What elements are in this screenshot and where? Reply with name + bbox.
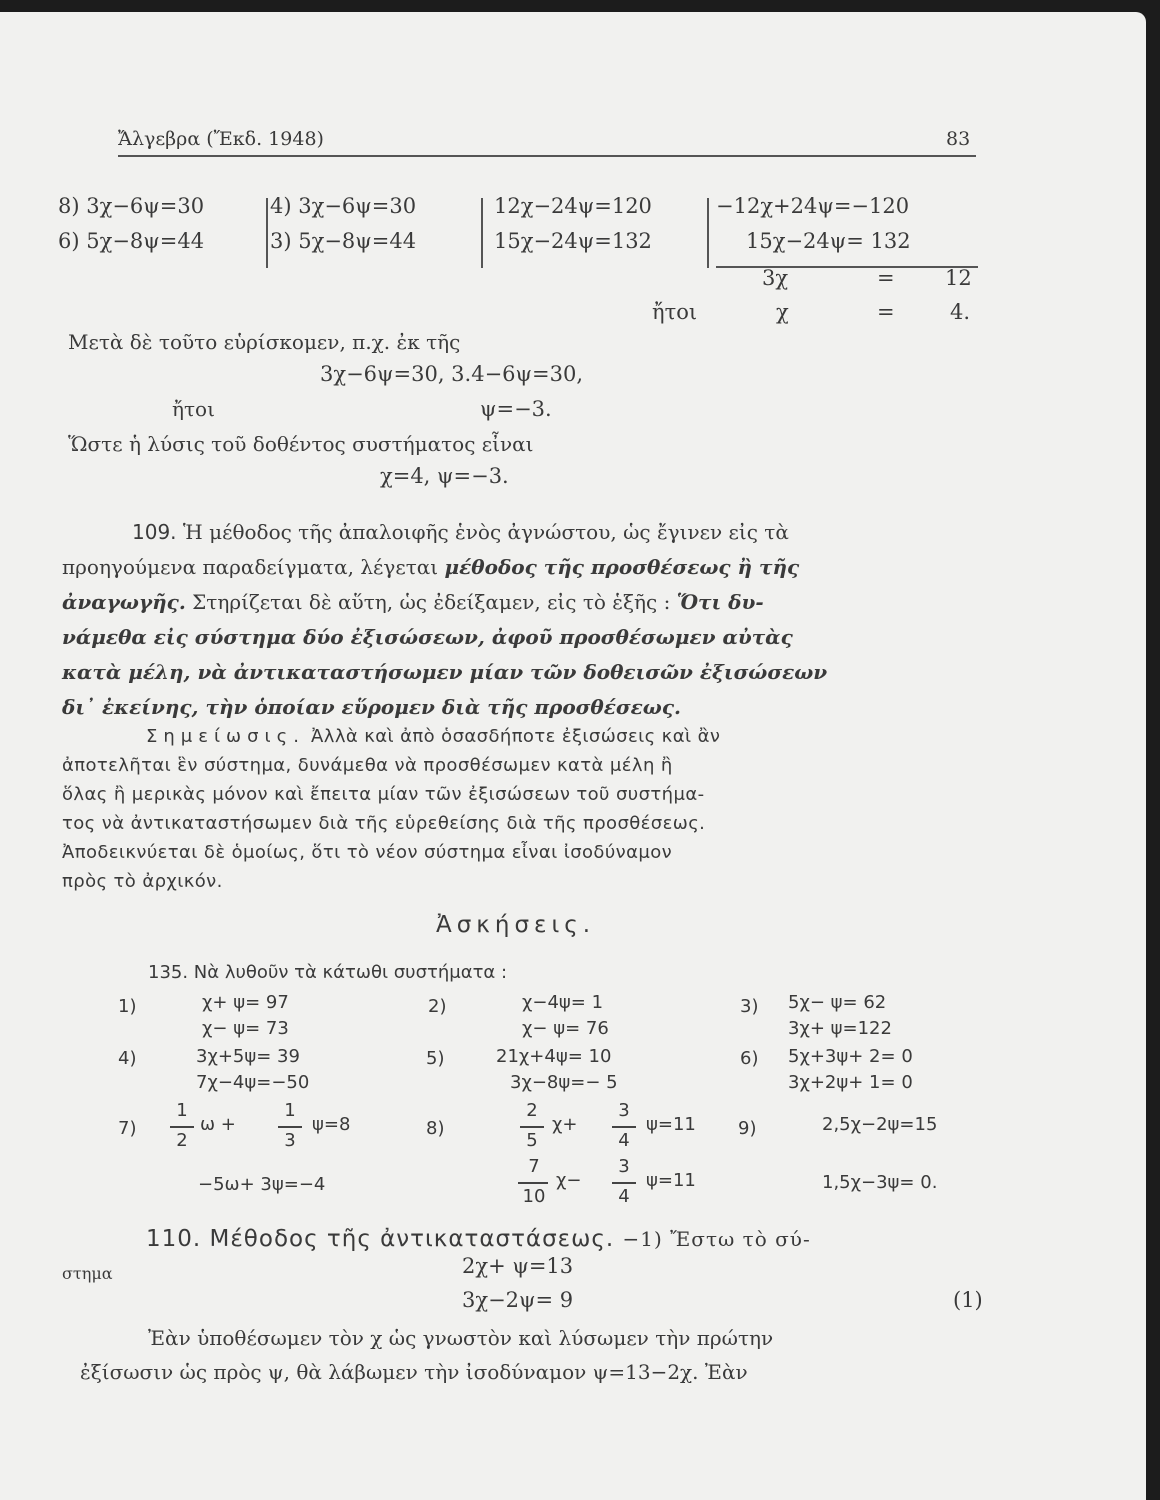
text-line: Ἐὰν ὑποθέσωμεν τὸν χ ὡς γνωστὸν καὶ λύσωμεν τὴν πρώτην: [148, 1326, 774, 1350]
equation: 3χ−2ψ= 9: [462, 1288, 574, 1312]
sum-rule: [716, 266, 978, 268]
equation: χ− ψ= 76: [522, 1018, 609, 1039]
result-var: χ: [776, 300, 789, 324]
equation: χ+ ψ= 97: [202, 992, 289, 1013]
section-109: [62, 515, 978, 725]
emphasis: μέθοδος τῆς προσθέσεως ἢ τῆς: [444, 555, 800, 579]
fraction-denominator: 10: [522, 1186, 546, 1207]
section-number: 109.: [132, 520, 177, 544]
equation: 2,5χ−2ψ=15: [822, 1114, 938, 1135]
eq-line: 15χ−24ψ=132: [494, 229, 652, 253]
eq-line: 12χ−24ψ=120: [494, 194, 652, 218]
exercise-number: 3): [740, 996, 759, 1017]
eq-line: 3) 5χ−8ψ=44: [270, 229, 417, 253]
fraction-bar: [518, 1182, 548, 1184]
emphasis: δι᾽ ἐκείνης, τὴν ὁποίαν εὕρομεν διὰ τῆς προσθέσεως.: [62, 695, 681, 719]
text-line: στημα: [62, 1264, 113, 1283]
fraction-numerator: 3: [618, 1156, 630, 1177]
exercise-number: 8): [426, 1118, 445, 1139]
fraction-bar: [520, 1126, 544, 1128]
book-page: [0, 12, 1146, 1500]
text-line: Ἡ μέθοδος τῆς ἀπαλοιφῆς ἑνὸς ἀγνώστου, ὡς ἔγινεν εἰς τὰ: [182, 520, 789, 544]
emphasis: κατὰ μέλη, νὰ ἀντικαταστήσωμεν μίαν τῶν δοθεισῶν ἐξισώσεων: [62, 660, 828, 684]
fraction-numerator: 3: [618, 1100, 630, 1121]
equation: 3χ+ ψ=122: [788, 1018, 892, 1039]
sum-lhs: 3χ: [762, 266, 789, 290]
eq-line: 3χ−6ψ=30, 3.4−6ψ=30,: [320, 362, 583, 386]
exercise-prompt: 135. Νὰ λυθοῦν τὰ κάτωθι συστήματα :: [148, 962, 508, 983]
text-line: Στηρίζεται δὲ αὕτη, ὡς ἐδείξαμεν, εἰς τὸ ἑξῆς :: [192, 590, 671, 614]
equation: 5χ− ψ= 62: [788, 992, 887, 1013]
exercise-number: 5): [426, 1048, 445, 1069]
emphasis: ἀναγωγῆς.: [62, 590, 186, 614]
fraction-denominator: 5: [526, 1130, 538, 1151]
eq-line: 8) 3χ−6ψ=30: [58, 194, 205, 218]
exercise-number: 6): [740, 1048, 759, 1069]
equation: 1,5χ−3ψ= 0.: [822, 1172, 938, 1193]
equation: χ+: [552, 1114, 578, 1135]
equation: χ−: [556, 1170, 582, 1191]
text-line: πρὸς τὸ ἀρχικόν.: [62, 871, 223, 892]
exercises-heading: Ἀσκήσεις.: [436, 912, 596, 938]
fraction-denominator: 4: [618, 1186, 630, 1207]
column-divider: [266, 198, 268, 268]
fraction-denominator: 2: [176, 1130, 188, 1151]
fraction-numerator: 7: [528, 1156, 540, 1177]
text-line: Ὥστε ἡ λύσις τοῦ δοθέντος συστήματος εἶναι: [68, 432, 534, 456]
column-divider: [481, 198, 483, 268]
exercise-number: 9): [738, 1118, 757, 1139]
section-title: 110. Μέθοδος τῆς ἀντικαταστάσεως.: [146, 1226, 615, 1252]
fraction-numerator: 1: [176, 1100, 188, 1121]
equation: 3χ+5ψ= 39: [196, 1046, 300, 1067]
eq-line: 15χ−24ψ= 132: [746, 229, 911, 253]
note-label: Σημείωσις.: [146, 726, 305, 747]
solution: χ=4, ψ=−3.: [380, 464, 509, 488]
equation: 21χ+4ψ= 10: [496, 1046, 612, 1067]
result-eq: =: [877, 300, 895, 324]
equation: −5ω+ 3ψ=−4: [198, 1174, 326, 1195]
column-divider: [707, 198, 709, 268]
equation: ψ=8: [312, 1114, 351, 1135]
note-paragraph: [62, 722, 720, 896]
text-line: Ἀποδεικνύεται δὲ ὁμοίως, ὅτι τὸ νέον σύστημα εἶναι ἰσοδύναμον: [62, 842, 673, 863]
eq-line: −12χ+24ψ=−120: [716, 194, 910, 218]
equation: 3χ−8ψ=− 5: [510, 1072, 618, 1093]
equation: 5χ+3ψ+ 2= 0: [788, 1046, 913, 1067]
equation-number: (1): [953, 1288, 983, 1312]
result-val: 4.: [950, 300, 971, 324]
exercise-number: 7): [118, 1118, 137, 1139]
fraction-denominator: 4: [618, 1130, 630, 1151]
equation: ω +: [200, 1114, 236, 1135]
text-line: Ἀλλὰ καὶ ἀπὸ ὁσασδήποτε ἐξισώσεις καὶ ἂν: [311, 726, 721, 747]
fraction-bar: [170, 1126, 194, 1128]
text-line: Μετὰ δὲ τοῦτο εὑρίσκομεν, π.χ. ἐκ τῆς: [68, 330, 461, 354]
equation: 2χ+ ψ=13: [462, 1254, 574, 1278]
eq-line: ψ=−3.: [480, 397, 552, 421]
text-line: προηγούμενα παραδείγματα, λέγεται: [62, 555, 439, 579]
eq-line: 6) 5χ−8ψ=44: [58, 229, 205, 253]
fraction-numerator: 1: [284, 1100, 296, 1121]
section-110-heading: [146, 1226, 811, 1252]
fraction-bar: [612, 1126, 636, 1128]
equation: 7χ−4ψ=−50: [196, 1072, 310, 1093]
exercise-number: 1): [118, 996, 137, 1017]
equation: χ−4ψ= 1: [522, 992, 604, 1013]
sum-eq: =: [877, 266, 895, 290]
equation: χ− ψ= 73: [202, 1018, 289, 1039]
header-rule: [118, 155, 976, 157]
exercise-number: 4): [118, 1048, 137, 1069]
fraction-denominator: 3: [284, 1130, 296, 1151]
exercise-number: 2): [428, 996, 447, 1017]
text-line: −1) Ἔστω τὸ σύ-: [622, 1227, 811, 1251]
text-line: ὅλας ἢ μερικὰς μόνον καὶ ἔπειτα μίαν τῶν ἐξισώσεων τοῦ συστήμα-: [62, 784, 705, 805]
equation: 3χ+2ψ+ 1= 0: [788, 1072, 913, 1093]
eq-line: 4) 3χ−6ψ=30: [270, 194, 417, 218]
fraction-numerator: 2: [526, 1100, 538, 1121]
sum-rhs: 12: [945, 266, 972, 290]
hence-word: ἤτοι: [172, 397, 215, 421]
running-header: Ἄλγεβρα (Ἔκδ. 1948): [118, 128, 324, 150]
text-line: ἐξίσωσιν ὡς πρὸς ψ, θὰ λάβωμεν τὴν ἰσοδύναμον ψ=13−2χ. Ἐὰν: [80, 1360, 748, 1384]
page-number: 83: [946, 128, 971, 150]
hence-word: ἤτοι: [652, 300, 698, 324]
emphasis: Ὅτι δυ-: [676, 590, 764, 614]
emphasis: νάμεθα εἰς σύστημα δύο ἐξισώσεων, ἀφοῦ προσθέσωμεν αὐτὰς: [62, 625, 793, 649]
equation: ψ=11: [646, 1170, 696, 1191]
fraction-bar: [612, 1182, 636, 1184]
text-line: τος νὰ ἀντικαταστήσωμεν διὰ τῆς εὑρεθείσης διὰ τῆς προσθέσεως.: [62, 813, 706, 834]
fraction-bar: [278, 1126, 302, 1128]
equation: ψ=11: [646, 1114, 696, 1135]
text-line: ἀποτελῆται ἓν σύστημα, δυνάμεθα νὰ προσθέσωμεν κατὰ μέλη ἢ: [62, 755, 673, 776]
